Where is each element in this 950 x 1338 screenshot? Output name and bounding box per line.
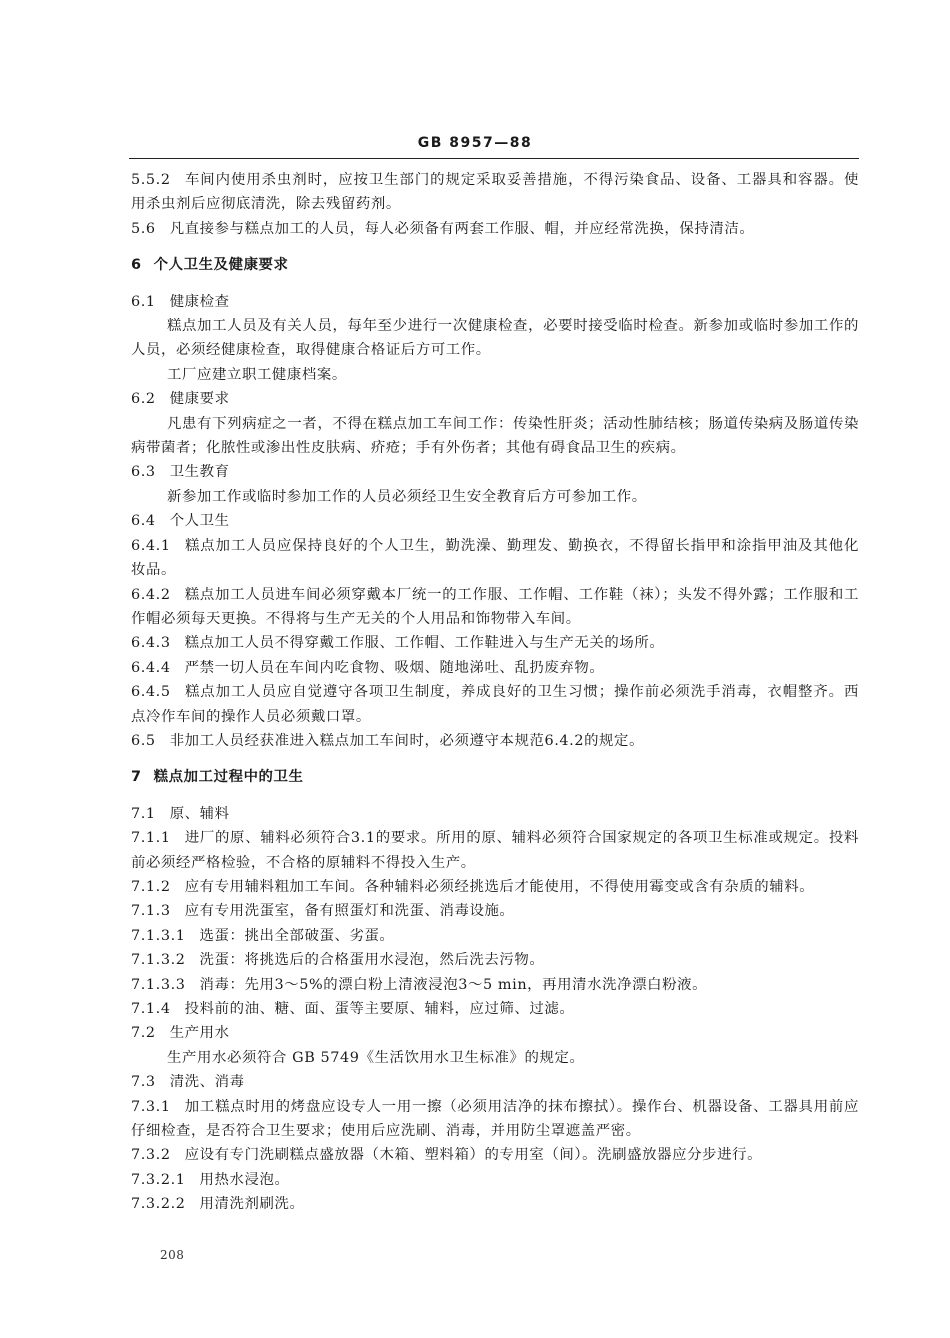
clause-paragraph: [131, 826, 859, 875]
clause-text: 严禁一切人员在车间内吃食物、吸烟、随地涕吐、乱扔废弃物。: [184, 659, 605, 676]
clause-number: 6.1: [131, 293, 156, 310]
clause-number: 7.3: [131, 1074, 156, 1091]
clause-text: 原、辅料: [169, 805, 230, 822]
clause-paragraph: [131, 1143, 859, 1167]
clause-text: 应有专用洗蛋室，备有照蛋灯和洗蛋、消毒设施。: [184, 903, 515, 920]
clause-paragraph: [131, 656, 859, 680]
clause-number: 5.6: [131, 220, 156, 237]
clause-text: 消毒：先用3～5%的漂白粉上清液浸泡3～5 min，再用清水洗净漂白粉液。: [199, 976, 708, 993]
clause-paragraph: [131, 1192, 859, 1216]
clause-number: 7.1.2: [131, 878, 171, 895]
clause-text: 个人卫生: [169, 513, 230, 530]
clause-paragraph: [131, 534, 859, 583]
clause-paragraph: [131, 631, 859, 655]
body-paragraph: 工厂应建立职工健康档案。: [167, 366, 347, 383]
clause-number: 7.2: [131, 1025, 156, 1042]
clause-number: 7.1.3.3: [131, 976, 186, 993]
body-paragraph: 凡患有下列病症之一者，不得在糕点加工车间工作：传染性肝炎；活动性肺结核；肠道传染病及肠道传染病带菌者；化脓性或渗出性皮肤病、疥疮；手有外伤者；其他有碍食品卫生的疾病。: [131, 415, 859, 457]
clause-number: 6.4.5: [131, 684, 171, 701]
clause-text: 糕点加工人员应保持良好的个人卫生，勤洗澡、勤理发、勤换衣，不得留长指甲和涂指甲油及其他化妆品。: [131, 537, 859, 579]
body-paragraph: 生产用水必须符合 GB 5749《生活饮用水卫生标准》的规定。: [167, 1049, 585, 1066]
section-heading: [131, 765, 859, 789]
clause-paragraph: [131, 802, 859, 826]
clause-paragraph: [131, 168, 859, 217]
clause-text: 加工糕点时用的烤盘应设专人一用一擦（必须用洁净的抹布擦拭）。操作台、机器设备、工器具用前应仔细检查，是否符合卫生要求；使用后应洗刷、消毒，并用防尘罩遮盖严密。: [131, 1098, 859, 1140]
clause-paragraph: [131, 583, 859, 632]
clause-text: 凡直接参与糕点加工的人员，每人必须备有两套工作服、帽，并应经常洗换，保持清洁。: [169, 220, 755, 237]
clause-number: 6.4: [131, 513, 156, 530]
clause-paragraph: [131, 1021, 859, 1045]
clause-paragraph: [131, 217, 859, 241]
clause-number: 7.3.2.2: [131, 1196, 186, 1213]
clause-text: 糕点加工人员不得穿戴工作服、工作帽、工作鞋进入与生产无关的场所。: [184, 635, 665, 652]
clause-number: 6.5: [131, 732, 156, 749]
clause-text: 生产用水: [169, 1025, 230, 1042]
clause-number: 6.4.3: [131, 635, 171, 652]
clause-number: 7.1.1: [131, 830, 171, 847]
clause-paragraph: [131, 899, 859, 923]
clause-text: 用热水浸泡。: [199, 1171, 290, 1188]
clause-number: 6.4.4: [131, 659, 171, 676]
clause-text: 进厂的原、辅料必须符合3.1的要求。所用的原、辅料必须符合国家规定的各项卫生标准或规定。投料前必须经严格检验，不合格的原辅料不得投入生产。: [131, 830, 859, 871]
clause-paragraph: [131, 1168, 859, 1192]
section-title: 糕点加工过程中的卫生: [153, 769, 304, 786]
clause-paragraph: [131, 973, 859, 997]
clause-text: 投料前的油、糖、面、蛋等主要原、辅料，应过筛、过滤。: [184, 1001, 575, 1017]
page-number: 208: [160, 1248, 185, 1262]
header-rule: [129, 158, 859, 159]
section-number: 7: [131, 769, 142, 786]
clause-number: 7.3.2: [131, 1147, 171, 1164]
section-number: 6: [131, 257, 142, 274]
clause-number: 7.3.1: [131, 1098, 171, 1115]
clause-number: 7.3.2.1: [131, 1171, 186, 1188]
clause-paragraph: [131, 460, 859, 484]
clause-number: 5.5.2: [131, 172, 171, 188]
document-body: [131, 168, 859, 1217]
clause-paragraph: [131, 387, 859, 411]
clause-number: 6.3: [131, 464, 156, 481]
clause-text: 用清洗剂刷洗。: [199, 1196, 305, 1213]
clause-paragraph: [131, 729, 859, 753]
clause-text: 健康要求: [169, 391, 230, 408]
clause-text: 清洗、消毒: [169, 1074, 245, 1091]
body-paragraph: 糕点加工人员及有关人员，每年至少进行一次健康检查，必要时接受临时检查。新参加或临时参加工作的人员，必须经健康检查，取得健康合格证后方可工作。: [131, 318, 859, 359]
clause-number: 7.1.4: [131, 1001, 171, 1017]
clause-text: 卫生教育: [169, 464, 230, 481]
clause-number: 7.1: [131, 805, 156, 822]
section-heading: [131, 253, 859, 277]
clause-text: 应有专用辅料粗加工车间。各种辅料必须经挑选后才能使用，不得使用霉变或含有杂质的辅料。: [184, 878, 815, 895]
clause-paragraph: [131, 1095, 859, 1144]
clause-text: 糕点加工人员应自觉遵守各项卫生制度，养成良好的卫生习惯；操作前必须洗手消毒，衣帽整齐。西点冷作车间的操作人员必须戴口罩。: [131, 684, 859, 725]
clause-text: 非加工人员经获准进入糕点加工车间时，必须遵守本规范6.4.2的规定。: [169, 732, 645, 749]
clause-number: 6.2: [131, 391, 156, 408]
clause-paragraph: [131, 509, 859, 533]
clause-number: 6.4.1: [131, 537, 171, 554]
clause-text: 糕点加工人员进车间必须穿戴本厂统一的工作服、工作帽、工作鞋（袜）；头发不得外露；工作服和工作帽必须每天更换。不得将与生产无关的个人用品和饰物带入车间。: [131, 586, 859, 627]
clause-number: 7.1.3.2: [131, 952, 186, 969]
clause-text: 应设有专门洗刷糕点盛放器（木箱、塑料箱）的专用室（间）。洗刷盛放器应分步进行。: [184, 1147, 763, 1164]
page-header-code: GB 8957—88: [417, 135, 533, 151]
clause-number: 7.1.3: [131, 903, 171, 920]
clause-paragraph: [131, 997, 859, 1021]
clause-paragraph: [131, 290, 859, 314]
clause-text: 车间内使用杀虫剂时，应按卫生部门的规定采取妥善措施，不得污染食品、设备、工器具和容器。使用杀虫剂后应彻底清洗，除去残留药剂。: [131, 172, 859, 213]
clause-paragraph: [131, 875, 859, 899]
section-title: 个人卫生及健康要求: [153, 257, 289, 274]
body-paragraph: 新参加工作或临时参加工作的人员必须经卫生安全教育后方可参加工作。: [167, 488, 647, 505]
clause-paragraph: [131, 948, 859, 972]
clause-number: 7.1.3.1: [131, 927, 186, 944]
clause-text: 洗蛋：将挑选后的合格蛋用水浸泡，然后洗去污物。: [199, 952, 545, 969]
clause-paragraph: [131, 1070, 859, 1094]
clause-paragraph: [131, 924, 859, 948]
clause-text: 选蛋：挑出全部破蛋、劣蛋。: [199, 927, 395, 944]
clause-number: 6.4.2: [131, 586, 171, 603]
clause-text: 健康检查: [169, 293, 230, 310]
clause-paragraph: [131, 680, 859, 729]
